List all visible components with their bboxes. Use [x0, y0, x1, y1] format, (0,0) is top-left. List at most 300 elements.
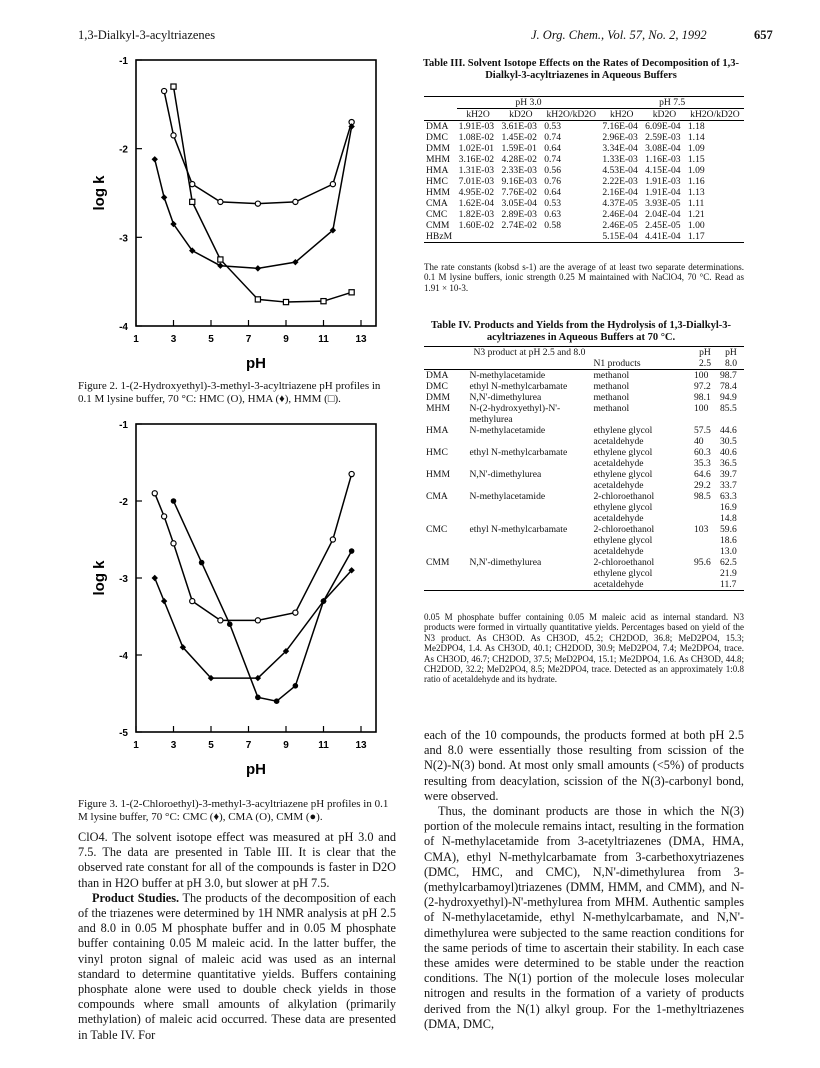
table-row: [424, 209, 744, 220]
table-cell: 2.74E-02: [501, 220, 537, 231]
row-label: CMC: [426, 524, 448, 535]
table-cell: 7.76E-02: [501, 187, 537, 198]
table-cell: 1.31E-03: [458, 165, 495, 176]
table-cell: 64.6: [694, 469, 711, 480]
table-row: [424, 546, 744, 557]
table-cell: 62.5: [720, 557, 737, 568]
row-label: DMM: [426, 392, 450, 403]
table-cell: ethylene glycol: [593, 568, 653, 579]
table-cell: 2-chloroethanol: [593, 557, 655, 568]
table-cell: [467, 480, 591, 491]
row-label: DMC: [426, 381, 448, 392]
table-cell: 1.91E-03: [645, 176, 681, 187]
data-point: [171, 84, 176, 89]
table-cell: ethylene glycol: [593, 425, 653, 436]
table-cell: 6.09E-04: [645, 121, 681, 132]
data-point: [293, 683, 299, 689]
table-cell: 2.46E-04: [602, 209, 638, 220]
table-row: [424, 231, 744, 242]
table-cell: 1.00: [687, 220, 705, 231]
table-cell: 95.6: [694, 557, 711, 568]
table-cell: [467, 502, 591, 513]
table-cell: [499, 231, 542, 242]
table-cell: 85.5: [720, 403, 737, 414]
table-cell: 0.63: [544, 209, 562, 220]
table-cell: ethylene glycol: [593, 447, 653, 458]
data-point: [274, 698, 280, 704]
column-header: kH2O: [466, 109, 490, 120]
table-row: [424, 132, 744, 143]
column-header: N1 products: [593, 358, 641, 369]
table-cell: 1.09: [687, 143, 705, 154]
table-cell: [542, 231, 600, 242]
table-row: [424, 121, 744, 133]
table-cell: [467, 535, 591, 546]
table-cell: 4.41E-04: [645, 231, 681, 242]
data-point: [171, 498, 177, 504]
table-row: [424, 502, 744, 513]
data-point: [321, 299, 326, 304]
table-4-title: Table IV. Products and Yields from the Hydrolysis of 1,3-Dialkyl-3-acyltriazenes in Aqueous Buffers at 70 °C.: [431, 320, 731, 343]
table-cell: 1.08E-02: [458, 132, 495, 143]
table-row: [424, 392, 744, 403]
table-cell: 94.9: [720, 392, 737, 403]
table-cell: ethyl N-methylcarbamate: [469, 447, 568, 458]
x-tick-label: 9: [283, 334, 289, 345]
section-heading: Product Studies.: [92, 890, 180, 905]
row-label: CMM: [426, 220, 450, 231]
table-3-group-ph75: pH 7.5: [600, 97, 744, 109]
table-row: [424, 480, 744, 491]
table-cell: [692, 502, 718, 513]
table-cell: acetaldehyde: [593, 436, 644, 447]
table-cell: 21.9: [720, 568, 737, 579]
table-cell: 1.17: [687, 231, 705, 242]
table-cell: 1.13: [687, 187, 705, 198]
table-cell: 3.05E-04: [501, 198, 537, 209]
table-cell: methanol: [593, 370, 630, 381]
table-cell: 1.82E-03: [458, 209, 495, 220]
row-label: [424, 579, 467, 590]
data-point: [349, 548, 355, 554]
data-point: [152, 575, 158, 581]
table-cell: 3.16E-02: [458, 154, 495, 165]
x-tick-label: 13: [355, 334, 367, 345]
table-cell: 1.11: [687, 198, 705, 209]
x-tick-label: 13: [355, 740, 367, 751]
table-cell: 1.33E-03: [602, 154, 638, 165]
data-point: [171, 541, 176, 546]
table-row: [424, 579, 744, 590]
table-cell: [692, 568, 718, 579]
data-point: [190, 182, 195, 187]
data-point: [255, 695, 261, 701]
table-cell: 39.7: [720, 469, 737, 480]
table-cell: 100: [694, 403, 709, 414]
table-cell: 40.6: [720, 447, 737, 458]
y-tick-label: -3: [119, 233, 128, 245]
y-tick-label: -1: [119, 420, 128, 431]
table-cell: 0.53: [544, 121, 562, 132]
table-cell: 2.89E-03: [501, 209, 537, 220]
table-cell: 2.59E-03: [645, 132, 681, 143]
table-cell: 0.58: [544, 220, 562, 231]
row-label: HMM: [426, 187, 450, 198]
table-cell: 103: [694, 524, 709, 535]
table-cell: 1.91E-04: [645, 187, 681, 198]
table-3-group-ph3: pH 3.0: [457, 97, 601, 109]
data-point: [190, 599, 195, 604]
paragraph: each of the 10 compounds, the products formed at both pH 2.5 and 8.0 were essentially those resulting from scission of the N(2)-N(3) bond. At most only small amounts (<5%) of products resulting from deacylation, scission of the N(3)-carbonyl bond, were observed.: [424, 728, 744, 803]
data-point: [330, 182, 335, 187]
row-label: CMC: [426, 209, 448, 220]
table-cell: [467, 568, 591, 579]
y-tick-label: -4: [119, 322, 128, 333]
x-tick-label: 7: [245, 334, 252, 345]
table-cell: 1.62E-04: [458, 198, 495, 209]
table-cell: 14.8: [720, 513, 737, 524]
row-label: DMA: [426, 121, 449, 132]
table-cell: 63.3: [720, 491, 737, 502]
table-3: [424, 96, 744, 243]
table-cell: acetaldehyde: [593, 480, 644, 491]
table-cell: [457, 231, 500, 242]
right-column-text: [424, 728, 744, 1032]
data-point: [161, 598, 167, 604]
table-cell: 0.74: [544, 154, 562, 165]
table-row: [424, 491, 744, 502]
row-label: HMC: [426, 176, 448, 187]
table-row: [424, 524, 744, 535]
data-point: [255, 297, 260, 302]
table-cell: 2.16E-04: [602, 187, 638, 198]
table-cell: 98.5: [694, 491, 711, 502]
column-header: pH 8.0: [725, 347, 737, 369]
row-label: DMC: [426, 132, 448, 143]
table-cell: 97.2: [694, 381, 711, 392]
row-label: HMC: [426, 447, 448, 458]
y-tick-label: -2: [119, 497, 128, 508]
row-label: MHM: [426, 403, 450, 414]
column-header: kD2O: [509, 109, 533, 120]
table-4-footnote: 0.05 M phosphate buffer containing 0.05 M maleic acid as internal standard. N3 products were formed in virtually quantitative yields. Percentages based on yield of the N3 product. As CH3OD. As CH3OD, 45.2; CH2DOD, 36.8; MeD2PO4, 15.3; Me2DPO4, 1.4. As CH3OD, 40.1; CH2DOD, 30.9; MeD2PO4, 7.4; Me2DPO4, trace. As CH3OD, 46.7; CH2DOD, 37.5; MeD2PO4, 15.1; Me2DPO4, 1.6. As CH3OD, 44.8; CH2DOD, 32.2; MeD2PO4, 8.5; Me2DPO4, trace. Detected as an approximately 1:0.8 ratio of acetaldehyde and its hydrate.: [424, 612, 744, 685]
table-cell: 1.45E-02: [501, 132, 537, 143]
table-cell: [692, 546, 718, 557]
column-header: kH2O: [609, 109, 634, 120]
x-axis-label: pH: [246, 761, 266, 778]
row-label: HMA: [426, 425, 449, 436]
table-cell: 3.34E-04: [602, 143, 638, 154]
data-point: [199, 560, 205, 566]
table-cell: 1.16E-03: [645, 154, 681, 165]
table-cell: 2.22E-03: [602, 176, 638, 187]
table-cell: 1.18: [687, 121, 705, 132]
column-header: N3 product at pH 2.5 and 8.0: [473, 347, 586, 358]
data-point: [255, 618, 260, 623]
table-cell: [692, 579, 718, 590]
data-point: [190, 199, 195, 204]
table-cell: 1.02E-01: [458, 143, 495, 154]
table-row: [424, 458, 744, 469]
data-point: [218, 618, 223, 623]
series-line-cma: [155, 570, 352, 678]
table-cell: [467, 579, 591, 590]
x-tick-label: 5: [208, 740, 214, 751]
table-cell: [467, 436, 591, 447]
table-cell: 5.15E-04: [602, 231, 638, 242]
table-cell: 3.61E-03: [501, 121, 537, 132]
table-cell: N-(2-hydroxyethyl)-N'-methylurea: [469, 403, 561, 425]
data-point: [255, 201, 260, 206]
table-cell: 59.6: [720, 524, 737, 535]
table-cell: 0.56: [544, 165, 562, 176]
y-tick-label: -5: [119, 728, 128, 739]
column-header: kD2O: [652, 109, 677, 120]
table-cell: 30.5: [720, 436, 737, 447]
table-cell: N,N'-dimethylurea: [469, 392, 542, 403]
column-header: kH2O/kD2O: [690, 109, 740, 120]
table-cell: ethylene glycol: [593, 469, 653, 480]
table-cell: 9.16E-03: [501, 176, 537, 187]
row-label: CMA: [426, 198, 448, 209]
row-label: [424, 535, 467, 546]
table-row: [424, 143, 744, 154]
data-point: [293, 610, 298, 615]
table-cell: ethyl N-methylcarbamate: [469, 524, 568, 535]
data-point: [330, 537, 335, 542]
table-cell: 57.5: [694, 425, 711, 436]
table-row: [424, 176, 744, 187]
row-label: [424, 458, 467, 469]
table-cell: 3.08E-04: [645, 143, 681, 154]
table-cell: 4.37E-05: [602, 198, 638, 209]
table-cell: acetaldehyde: [593, 579, 644, 590]
table-row: [424, 381, 744, 392]
table-4-body: [424, 370, 744, 591]
y-axis-label: log k: [91, 175, 108, 211]
table-cell: 2.04E-04: [645, 209, 681, 220]
table-cell: N-methylacetamide: [469, 491, 546, 502]
table-cell: 4.28E-02: [501, 154, 537, 165]
journal-citation: J. Org. Chem., Vol. 57, No. 2, 1992: [531, 28, 707, 42]
y-tick-label: -3: [119, 574, 128, 585]
table-row: [424, 513, 744, 524]
data-point: [152, 156, 158, 162]
figure-3-chart: [78, 418, 396, 786]
table-cell: ethyl N-methylcarbamate: [469, 381, 568, 392]
data-point: [349, 290, 354, 295]
table-cell: 18.6: [720, 535, 737, 546]
table-row: [424, 165, 744, 176]
table-cell: N-methylacetamide: [469, 425, 546, 436]
table-cell: N,N'-dimethylurea: [469, 469, 542, 480]
x-tick-label: 9: [283, 740, 289, 751]
table-row: [424, 447, 744, 458]
x-axis-label: pH: [246, 355, 266, 372]
table-cell: 78.4: [720, 381, 737, 392]
table-cell: 35.3: [694, 458, 711, 469]
data-point: [162, 514, 167, 519]
table-cell: methanol: [593, 392, 630, 403]
table-cell: acetaldehyde: [593, 546, 644, 557]
y-tick-label: -4: [119, 651, 128, 662]
table-cell: 1.91E-03: [458, 121, 495, 132]
row-label: [424, 546, 467, 557]
table-cell: acetaldehyde: [593, 458, 644, 469]
table-cell: 2.96E-03: [602, 132, 638, 143]
table-cell: 0.76: [544, 176, 562, 187]
data-point: [283, 299, 288, 304]
table-row: [424, 425, 744, 436]
table-cell: ethylene glycol: [593, 535, 653, 546]
table-cell: acetaldehyde: [593, 513, 644, 524]
data-point: [152, 491, 157, 496]
table-cell: 2.46E-05: [602, 220, 638, 231]
table-row: [424, 469, 744, 480]
table-cell: 1.16: [687, 176, 705, 187]
table-cell: [467, 546, 591, 557]
table-3-footnote: The rate constants (kobsd s-1) are the average of at least two separate determinations. 0.1 M lysine buffers, ionic strength 0.25 M maintained with NaClO4, 70 °C. Read as 1.91 × 10-3.: [424, 262, 744, 293]
table-cell: methanol: [593, 403, 630, 414]
row-label: [424, 480, 467, 491]
paragraph: ClO4. The solvent isotope effect was measured at pH 3.0 and 7.5. The data are presented in Table III. It is clear that the observed rate constant for all of the compounds is faster in D2O than in H2O buffer at pH 3.0, but slower at pH 7.5.: [78, 830, 396, 890]
table-row: [424, 370, 744, 382]
left-column-text: [78, 830, 396, 1043]
table-cell: 4.95E-02: [458, 187, 495, 198]
data-point: [255, 265, 261, 271]
table-cell: 0.64: [544, 187, 562, 198]
table-cell: [467, 458, 591, 469]
table-cell: [467, 513, 591, 524]
x-tick-label: 3: [170, 740, 177, 751]
row-label: CMM: [426, 557, 450, 568]
table-row: [424, 220, 744, 231]
data-point: [217, 263, 223, 269]
x-tick-label: 1: [133, 740, 139, 751]
table-3-title: Table III. Solvent Isotope Effects on the Rates of Decomposition of 1,3-Dialkyl-3-acyltriazenes in Aqueous Buffers: [422, 58, 740, 81]
table-cell: 2.45E-05: [645, 220, 681, 231]
table-cell: 1.14: [687, 132, 705, 143]
y-axis-label: log k: [91, 560, 108, 596]
paragraph: Product Studies. The products of the decomposition of each of the triazenes were determined by 1H NMR analysis at pH 2.5 and 8.0 in 0.05 M phosphate buffer and in 0.05 M phosphate buffer containing 0.05 M maleic acid. In the latter buffer, the vinyl proton signal of maleic acid was used as an internal standard to determine quantitative yields. Buffers containing phosphate alone were used to double check yields in those compounds where small amounts of alkylation (primarily methylation) of maleic acid occurred. These data are presented in Table IV. For: [78, 890, 396, 1042]
row-label: MHM: [426, 154, 450, 165]
table-cell: 33.7: [720, 480, 737, 491]
row-label: CMA: [426, 491, 448, 502]
table-cell: 2-chloroethanol: [593, 491, 655, 502]
x-tick-label: 11: [318, 334, 329, 345]
table-cell: 1.15: [687, 154, 705, 165]
table-cell: 98.7: [720, 370, 737, 381]
table-cell: 0.74: [544, 132, 562, 143]
table-cell: N,N'-dimethylurea: [469, 557, 542, 568]
table-cell: 2.33E-03: [501, 165, 537, 176]
table-cell: 7.16E-04: [602, 121, 638, 132]
table-3-body: [424, 121, 744, 243]
row-label: [424, 513, 467, 524]
row-label: HMM: [426, 469, 450, 480]
x-tick-label: 3: [170, 334, 177, 345]
table-cell: 40: [694, 436, 704, 447]
table-cell: 1.60E-02: [458, 220, 495, 231]
table-cell: 2-chloroethanol: [593, 524, 655, 535]
table-cell: 11.7: [720, 579, 737, 590]
data-point: [171, 133, 176, 138]
table-4: [424, 346, 744, 591]
table-cell: 4.53E-04: [602, 165, 638, 176]
column-header: kH2O/kD2O: [546, 109, 597, 120]
y-tick-label: -1: [119, 56, 128, 67]
y-tick-label: -2: [119, 144, 128, 156]
row-label: [424, 436, 467, 447]
row-label: DMA: [426, 370, 449, 381]
table-cell: 98.1: [694, 392, 711, 403]
table-cell: 7.01E-03: [458, 176, 495, 187]
table-cell: 13.0: [720, 546, 737, 557]
table-cell: 36.5: [720, 458, 737, 469]
x-tick-label: 11: [318, 740, 329, 751]
table-cell: [692, 535, 718, 546]
series-line-hmm: [174, 87, 352, 302]
table-row: [424, 187, 744, 198]
data-point: [161, 194, 167, 200]
x-tick-label: 5: [208, 334, 214, 345]
data-point: [218, 199, 223, 204]
table-cell: 4.15E-04: [645, 165, 681, 176]
table-cell: [692, 513, 718, 524]
x-tick-label: 7: [245, 740, 252, 751]
figure-2-caption: Figure 2. 1-(2-Hydroxyethyl)-3-methyl-3-acyltriazene pH profiles in 0.1 M lysine buffer, 70 °C: HMC (O), HMA (♦), HMM (□).: [78, 380, 381, 405]
table-row: [424, 436, 744, 447]
row-label: HBzM: [426, 231, 453, 242]
table-row: [424, 403, 744, 425]
data-point: [321, 598, 327, 604]
paragraph: Thus, the dominant products are those in which the N(3) portion of the molecule remains intact, resulting in the formation of N-methylacetamide from 3-acetyltriazenes (DMA, HMA, CMA), ethyl N-methylcarbamate from 3-carbethoxytriazenes (DMC, HMC, and CMC), N,N'-dimethylurea from 3-(methylcarbamoyl)triazenes (DMM, HMM, and CMM), and N-(2-hydroxyethyl)-N'-methylurea from MHM. Authentic samples of N-methylacetamide, ethyl N-methylcarbamate, and N,N'-dimethylurea were subjected to the same reaction conditions for the same periods of time to ascertain their stability. In each case these amides were determined to be stable under the reaction conditions. The N(1) portion of the molecule loses molecular nitrogen and results in the formation of a variety of products derived from the N(1) alkyl group. For the 1-methyltriazenes (DMA, DMC,: [424, 804, 744, 1031]
series-line-hma: [155, 127, 352, 269]
table-cell: 60.3: [694, 447, 711, 458]
table-cell: 29.2: [694, 480, 711, 491]
page-number: 657: [754, 28, 773, 42]
data-point: [227, 621, 233, 627]
table-cell: 1.59E-01: [501, 143, 537, 154]
table-row: [424, 568, 744, 579]
figure-3-caption: Figure 3. 1-(2-Chloroethyl)-3-methyl-3-acyltriazene pH profiles in 0.1 M lysine buffer, 70 °C: CMC (♦), CMA (O), CMM (●).: [78, 798, 389, 823]
table-row: [424, 535, 744, 546]
data-point: [218, 257, 223, 262]
table-cell: 16.9: [720, 502, 737, 513]
running-title: 1,3-Dialkyl-3-acyltriazenes: [78, 28, 216, 42]
data-point: [162, 88, 167, 93]
table-cell: 100: [694, 370, 709, 381]
row-label: [424, 568, 467, 579]
table-cell: 1.09: [687, 165, 705, 176]
data-point: [293, 199, 298, 204]
table-cell: 0.53: [544, 198, 562, 209]
column-header: pH 2.5: [699, 347, 711, 369]
series-line-cmc: [155, 474, 352, 620]
table-row: [424, 557, 744, 568]
table-cell: 3.93E-05: [645, 198, 681, 209]
row-label: DMM: [426, 143, 450, 154]
table-cell: ethylene glycol: [593, 502, 653, 513]
table-cell: 44.6: [720, 425, 737, 436]
figure-2-chart: [78, 50, 396, 378]
data-point: [349, 471, 354, 476]
table-cell: N-methylacetamide: [469, 370, 546, 381]
row-label: [424, 502, 467, 513]
plot-frame: [136, 424, 376, 732]
table-cell: 1.21: [687, 209, 705, 220]
table-cell: methanol: [593, 381, 630, 392]
